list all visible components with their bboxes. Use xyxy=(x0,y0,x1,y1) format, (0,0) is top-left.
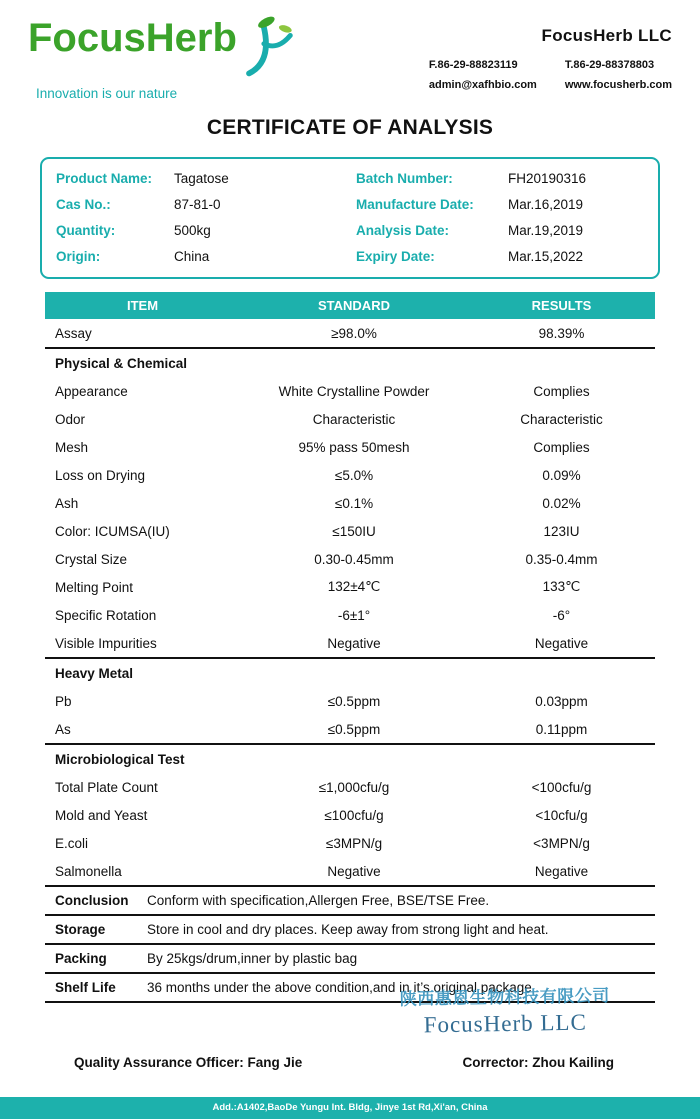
standard-cell: White Crystalline Powder xyxy=(278,383,430,399)
standard-cell: 132±4℃ xyxy=(327,579,381,594)
results-cell: 98.39% xyxy=(538,325,585,341)
company-stamp xyxy=(380,981,631,1039)
signatures xyxy=(74,1055,614,1070)
corrector-signature: Corrector: Zhou Kailing xyxy=(462,1055,614,1070)
section-header-row xyxy=(45,348,655,377)
table-row xyxy=(45,629,655,658)
summary-value: Conform with specification,Allergen Free, BSE/TSE Free. xyxy=(147,893,490,908)
results-cell: <100cfu/g xyxy=(531,779,592,795)
results-cell: 0.11ppm xyxy=(535,721,588,737)
standard-cell: ≤0.5ppm xyxy=(327,721,381,737)
summary-row xyxy=(45,887,655,916)
summary-label: Packing xyxy=(55,951,107,966)
email-address: admin@xafhbio.com xyxy=(428,79,537,91)
results-cell: <10cfu/g xyxy=(535,807,588,823)
fax-number: F.86-29-88823119 xyxy=(428,59,518,71)
results-cell: <3MPN/g xyxy=(533,835,590,851)
table-row xyxy=(45,773,655,801)
item-cell: Ash xyxy=(55,495,79,511)
item-cell: Specific Rotation xyxy=(55,607,157,623)
standard-cell: ≤0.5ppm xyxy=(327,693,381,709)
info-field-label: Expiry Date: xyxy=(356,249,435,264)
item-cell: Pb xyxy=(55,693,72,709)
product-info-grid xyxy=(56,171,644,264)
results-cell: 0.02% xyxy=(542,495,581,511)
table-row xyxy=(45,319,655,348)
table-row xyxy=(45,687,655,715)
info-field-label: Analysis Date: xyxy=(356,223,450,238)
results-cell: Characteristic xyxy=(520,411,603,427)
item-cell: Salmonella xyxy=(55,863,122,879)
address-bar: Add.:A1402,BaoDe Yungu Int. Bldg, Jinye 1st Rd,Xi'an, China xyxy=(0,1097,700,1119)
item-cell: E.coli xyxy=(55,835,89,851)
item-cell: Odor xyxy=(55,411,86,427)
logo xyxy=(28,16,297,101)
section-title: Microbiological Test xyxy=(45,744,655,773)
info-field-value: FH20190316 xyxy=(508,171,587,186)
info-field-label: Quantity: xyxy=(56,223,116,238)
standard-cell: ≤3MPN/g xyxy=(325,835,383,851)
results-cell: Negative xyxy=(534,635,589,651)
standard-cell: ≥98.0% xyxy=(331,325,377,341)
section-header-row xyxy=(45,658,655,687)
analysis-table xyxy=(45,292,655,885)
item-cell: Mesh xyxy=(55,439,89,455)
results-cell: 0.09% xyxy=(542,467,581,483)
item-cell: Appearance xyxy=(55,383,128,399)
item-cell: Crystal Size xyxy=(55,551,128,567)
item-cell: Visible Impurities xyxy=(55,635,157,651)
table-row xyxy=(45,829,655,857)
standard-cell: ≤100cfu/g xyxy=(324,807,384,823)
info-field-value: Tagatose xyxy=(174,171,229,186)
info-field-value: Mar.16,2019 xyxy=(508,197,584,212)
table-row xyxy=(45,461,655,489)
standard-cell: Negative xyxy=(327,863,381,879)
info-field-label: Cas No.: xyxy=(56,197,111,212)
standard-cell: 0.30-0.45mm xyxy=(314,551,394,567)
item-cell: Melting Point xyxy=(55,579,134,595)
info-field-value: 500kg xyxy=(174,223,211,238)
logo-tagline: Innovation is our nature xyxy=(36,86,178,101)
results-cell: 123IU xyxy=(543,523,580,539)
standard-cell: -6±1° xyxy=(337,607,371,623)
summary-value: Store in cool and dry places. Keep away from strong light and heat. xyxy=(147,922,549,937)
item-cell: Loss on Drying xyxy=(55,467,146,483)
focusherb-swoosh-icon xyxy=(239,14,297,85)
results-cell: 0.03ppm xyxy=(535,693,588,709)
results-cell: Complies xyxy=(533,439,590,455)
info-field-value: China xyxy=(174,249,210,264)
product-info-box xyxy=(40,157,660,279)
column-header-results: RESULTS xyxy=(468,292,655,319)
summary-label: Storage xyxy=(55,922,106,937)
summary-row xyxy=(45,945,655,974)
results-cell: Complies xyxy=(533,383,590,399)
table-row xyxy=(45,405,655,433)
company-name: FocusHerb LLC xyxy=(541,26,672,45)
section-header-row xyxy=(45,744,655,773)
contact-grid xyxy=(429,59,672,91)
phone-number: T.86-29-88378803 xyxy=(564,59,655,71)
table-header-row xyxy=(45,292,655,319)
table-row xyxy=(45,489,655,517)
stamp-english-text: FocusHerb LLC xyxy=(423,1009,588,1038)
table-row xyxy=(45,601,655,629)
results-cell: -6° xyxy=(552,607,571,623)
item-cell: Assay xyxy=(55,325,92,341)
column-header-standard: STANDARD xyxy=(240,292,468,319)
info-field-label: Manufacture Date: xyxy=(356,197,474,212)
section-title: Physical & Chemical xyxy=(45,348,655,377)
standard-cell: 95% pass 50mesh xyxy=(298,439,410,455)
info-field-label: Origin: xyxy=(56,249,101,264)
table-row xyxy=(45,715,655,744)
item-cell: As xyxy=(55,721,71,737)
qa-officer-signature: Quality Assurance Officer: Fang Jie xyxy=(74,1055,303,1070)
item-cell: Mold and Yeast xyxy=(55,807,148,823)
summary-value: By 25kgs/drum,inner by plastic bag xyxy=(147,951,358,966)
table-row xyxy=(45,377,655,405)
info-field-value: Mar.15,2022 xyxy=(508,249,584,264)
analysis-table-wrap xyxy=(45,292,655,1003)
logo-row xyxy=(28,16,297,85)
item-cell: Color: ICUMSA(IU) xyxy=(55,523,170,539)
standard-cell: ≤1,000cfu/g xyxy=(318,779,390,795)
company-contact-block xyxy=(429,16,672,91)
item-cell: Total Plate Count xyxy=(55,779,158,795)
section-title: Heavy Metal xyxy=(45,658,655,687)
info-field-value: Mar.19,2019 xyxy=(508,223,584,238)
website-url: www.focusherb.com xyxy=(564,79,672,91)
column-header-item: ITEM xyxy=(45,292,240,319)
info-field-label: Product Name: xyxy=(56,171,153,186)
page-title: CERTIFICATE OF ANALYSIS xyxy=(206,116,494,139)
table-row xyxy=(45,433,655,461)
logo-wordmark: FocusHerb xyxy=(28,16,237,60)
standard-cell: ≤0.1% xyxy=(334,495,374,511)
summary-row xyxy=(45,916,655,945)
table-row xyxy=(45,545,655,573)
standard-cell: Characteristic xyxy=(312,411,396,427)
results-cell: 0.35-0.4mm xyxy=(525,551,598,567)
table-row xyxy=(45,573,655,601)
table-row xyxy=(45,857,655,885)
summary-label: Shelf Life xyxy=(55,980,116,995)
table-row xyxy=(45,517,655,545)
summary-value: 36 months under the above condition,and in it’s original package xyxy=(147,980,532,995)
info-field-value: 87-81-0 xyxy=(174,197,221,212)
header xyxy=(0,0,700,101)
results-cell: Negative xyxy=(534,863,589,879)
summary-label: Conclusion xyxy=(55,893,129,908)
standard-cell: ≤150IU xyxy=(332,523,376,539)
standard-cell: ≤5.0% xyxy=(334,467,374,483)
stamp-chinese-text: 陕西惠恩生物科技有限公司 xyxy=(399,986,610,1010)
info-field-label: Batch Number: xyxy=(356,171,453,186)
results-cell: 133℃ xyxy=(542,579,581,594)
table-row xyxy=(45,801,655,829)
standard-cell: Negative xyxy=(327,635,381,651)
